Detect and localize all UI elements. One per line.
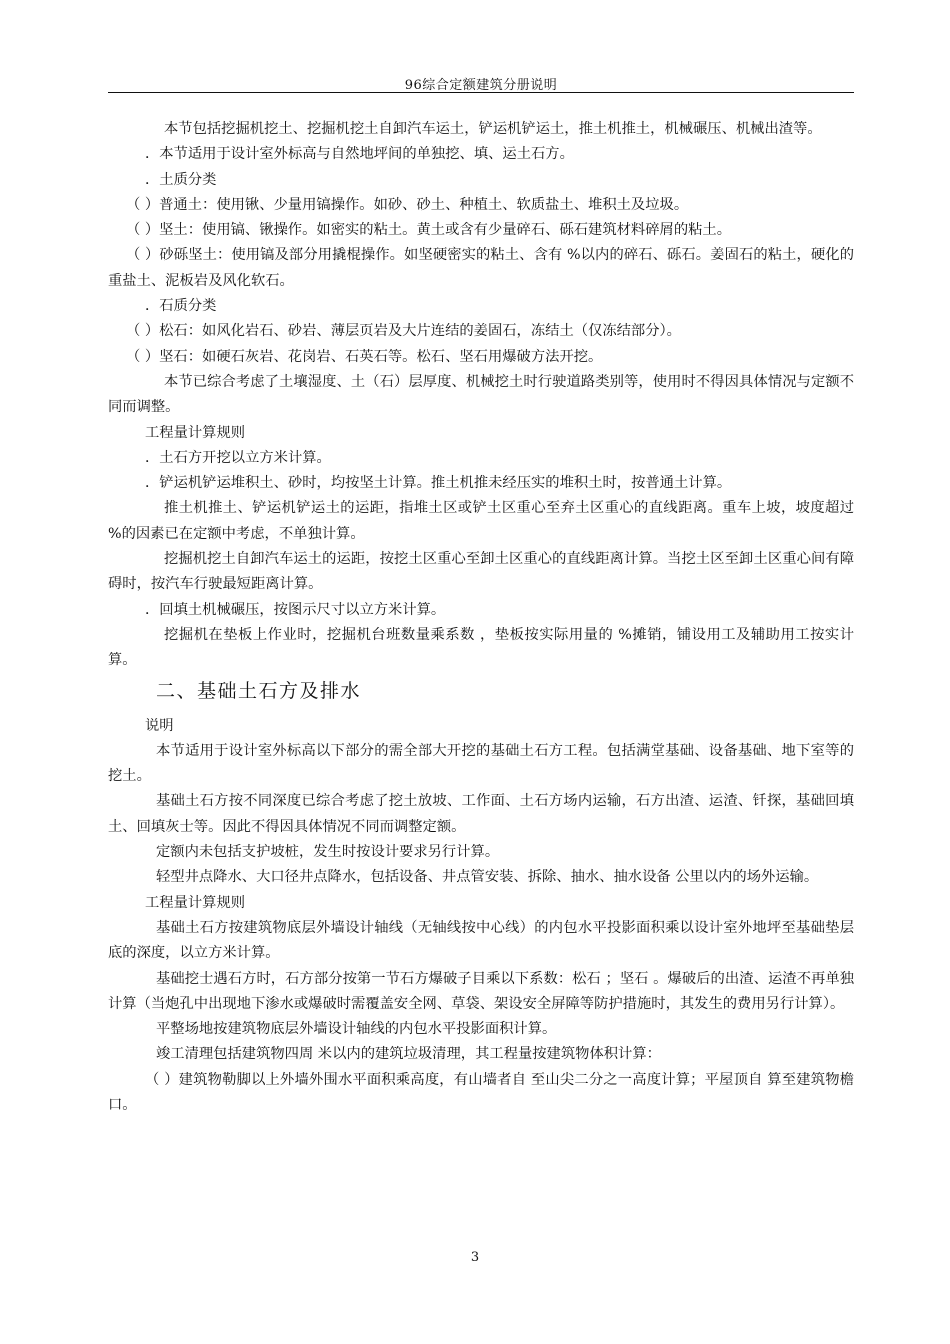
section-two-body (108, 714, 854, 1119)
paragraph: 竣工清理包括建筑物四周 米以内的建筑垃圾清理，其工程量按建筑物体积计算： (156, 1046, 661, 1063)
paragraph: 基础土石方按不同深度已综合考虑了挖土放坡、工作面、土石方场内运输，石方出渣、运渣、钎探，基础回填土、回填灰士等。因此不得因具体情况不同而调整定额。 (108, 793, 854, 835)
page-body (108, 117, 854, 1118)
paragraph: （ ）建筑物勒脚以上外墙外围水平面积乘高度，有山墙者自 至山尖二分之一高度计算；平屋顶自 算至建筑物檐口。 (108, 1071, 854, 1113)
paragraph: 定额内未包括支护坡桩，发生时按设计要求另行计算。 (156, 844, 500, 861)
paragraph: 基础挖士遇石方时，石方部分按第一节石方爆破子目乘以下系数：松石 ；坚石 。爆破后的出渣、运渣不再单独计算（当炮孔中出现地下渗水或爆破时需覆盖安全网、草袋、架设安全屏障等防护措施时，其发生的费用另行计算）。 (108, 970, 854, 1012)
running-header: 96综合定额建筑分册说明 (404, 78, 558, 93)
paragraph: ．石质分类 (145, 298, 217, 315)
paragraph: 推土机推土、铲运机铲运土的运距，指堆土区或铲土区重心至弃土区重心的直线距离。重车上坡，坡度超过 %的因素已在定额中考虑，不单独计算。 (108, 500, 854, 542)
section-one-body (108, 117, 854, 674)
paragraph: ．铲运机铲运堆积土、砂时，均按坚土计算。推土机推未经压实的堆积土时，按普通土计算。 (145, 475, 732, 492)
paragraph: 挖掘机在垫板上作业时，挖掘机台班数量乘系数 ，垫板按实际用量的 %摊销，铺设用工及辅助用工按实计算。 (108, 626, 854, 669)
paragraph: 平整场地按建筑物底层外墙设计轴线的内包水平投影面积计算。 (156, 1021, 557, 1038)
paragraph: （ ）坚石：如硬石灰岩、花岗岩、石英石等。松石、坚石用爆破方法开挖。 (126, 348, 603, 365)
paragraph: （ ）砂砾坚土：使用镐及部分用撬棍操作。如坚硬密实的粘土、含有 %以内的碎石、砾石。姜固石的粘土，硬化的重盐土、泥板岩及风化软石。 (108, 247, 854, 289)
paragraph: 本节包括挖掘机挖土、挖掘机挖土自卸汽车运土，铲运机铲运土，推土机推土，机械碾压、机械出渣等。 (164, 121, 822, 137)
paragraph: ．土石方开挖以立方米计算。 (145, 449, 331, 466)
section-heading: 二、基础土石方及排水 (156, 679, 362, 702)
paragraph: ．土质分类 (145, 171, 217, 188)
paragraph: 基础土石方按建筑物底层外墙设计轴线（无轴线按中心线）的内包水平投影面积乘以设计室外地坪至基础垫层底的深度，以立方米计算。 (108, 919, 854, 962)
header-rule (108, 92, 854, 93)
page-number: 3 (470, 1250, 480, 1265)
paragraph: （ ）普通土：使用锹、少量用镐操作。如砂、砂土、种植土、软质盐土、堆积土及垃圾。 (126, 196, 689, 213)
paragraph: 说明 (145, 717, 174, 734)
paragraph: ．回填土机械碾压，按图示尺寸以立方米计算。 (145, 601, 446, 618)
paragraph: （ ）坚土：使用镐、锹操作。如密实的粘土。黄土或含有少量碎石、砾石建筑材料碎屑的粘土。 (126, 222, 732, 239)
paragraph: （ ）松石：如风化岩石、砂岩、薄层页岩及大片连结的姜固石，冻结土（仅冻结部分）。 (126, 323, 681, 340)
paragraph: ．本节适用于设计室外标高与自然地坪间的单独挖、填、运土石方。 (145, 146, 574, 163)
paragraph: 本节适用于设计室外标高以下部分的需全部大开挖的基础土石方工程。包括满堂基础、设备基础、地下室等的挖土。 (108, 742, 854, 785)
paragraph: 挖掘机挖土自卸汽车运土的运距，按挖土区重心至卸土区重心的直线距离计算。当挖土区至卸土区重心间有障碍时，按汽车行驶最短距离计算。 (108, 551, 854, 593)
paragraph: 工程量计算规则 (145, 424, 246, 441)
paragraph: 本节已综合考虑了土壤湿度、土（石）层厚度、机械挖土时行驶道路类别等，使用时不得因具体情况与定额不同而调整。 (108, 373, 854, 416)
paragraph: 工程量计算规则 (145, 894, 246, 911)
paragraph: 轻型井点降水、大口径井点降水，包括设备、井点管安装、拆除、抽水、抽水设备 公里以内的场外运输。 (156, 869, 819, 886)
